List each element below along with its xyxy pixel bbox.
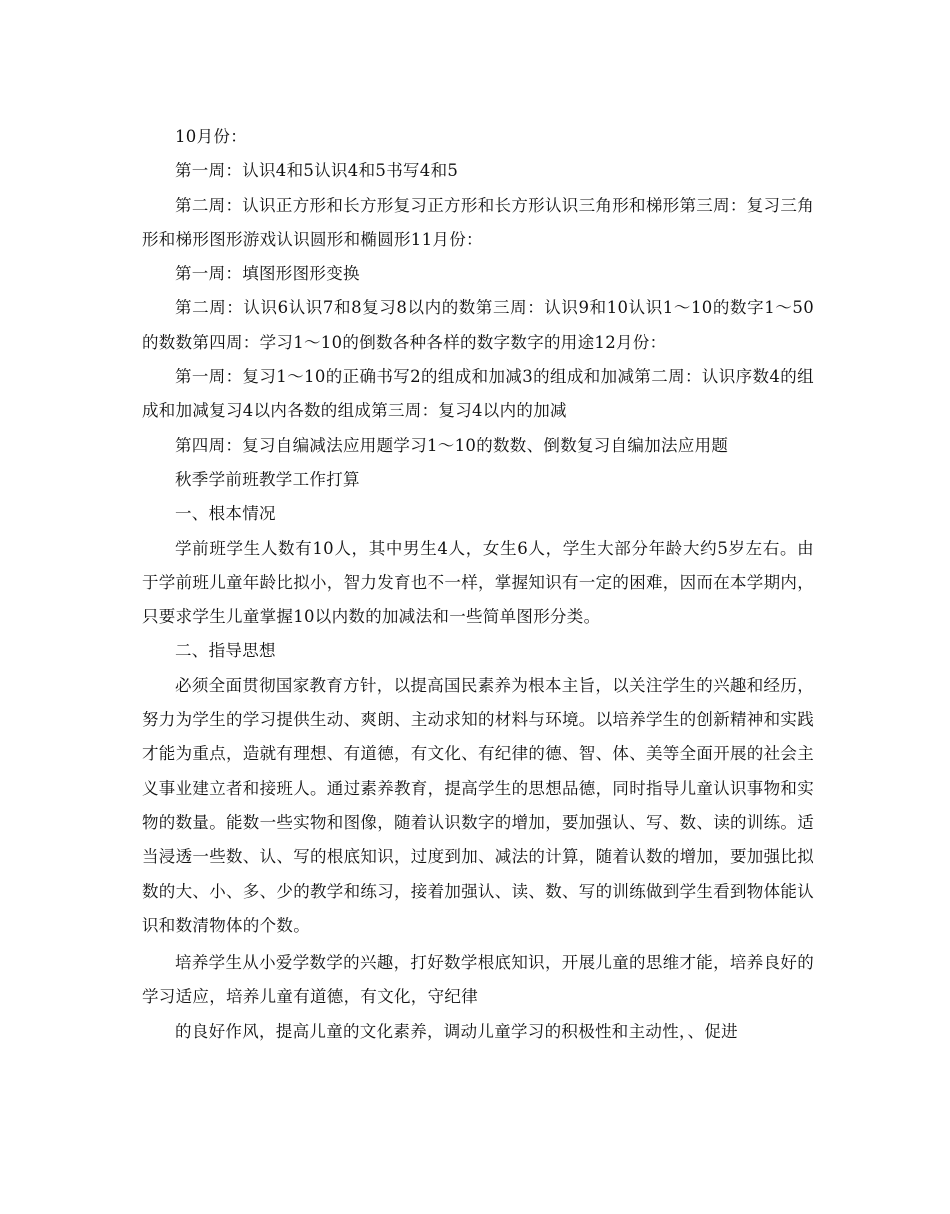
paragraph-continued: 的良好作风，提高儿童的文化素养，调动儿童学习的积极性和主动性，、促进 bbox=[175, 1021, 738, 1041]
paragraph-december-week-4: 第四周：复习自编减法应用题学习1～10的数数、倒数复习自编加法应用题 bbox=[175, 435, 729, 455]
section-title: 秋季学前班教学工作打算 bbox=[175, 469, 360, 489]
paragraph-november-week-1: 第一周：填图形图形变换 bbox=[175, 264, 360, 284]
heading-basic-situation: 一、根本情况 bbox=[175, 504, 276, 524]
paragraph-november-week-2: 第二周：认识6认识7和8复习8以内的数第三周：认识9和10认识1～10的数字1～50的数数第四周：学习1～10的倒数各种各样的数字数字的用途12月份： bbox=[142, 298, 814, 352]
paragraph-week-2: 第二周：认识正方形和长方形复习正方形和长方形认识三角形和梯形第三周：复习三角形和梯形图形游戏认识圆形和椭圆形11月份： bbox=[142, 195, 814, 249]
paragraph-october-heading: 10月份： bbox=[175, 127, 247, 146]
paragraph-week-1: 第一周：认识4和5认识4和5书写4和5 bbox=[175, 161, 459, 181]
paragraph-cultivate-interest: 培养学生从小爱学数学的兴趣，打好数学根底知识，开展儿童的思维才能，培养良好的学习适应，培养儿童有道德，有文化，守纪律 bbox=[142, 953, 814, 1007]
paragraph-guiding-ideology: 必须全面贯彻国家教育方针，以提高国民素养为根本主旨，以关注学生的兴趣和经历，努力为学生的学习提供生动、爽朗、主动求知的材料与环境。以培养学生的创新精神和实践才能为重点，造就有理想、有道德，有文化、有纪律的德、智、体、美等全面开展的社会主义事业建立者和接班人。通过素养教育，提高学生的思想品德，同时指导儿童认识事物和实物的数量。能数一些实物和图像，随着认识数字的增加，要加强认、写、数、读的训练。适当浸透一些数、认、写的根底知识，过度到加、减法的计算，随着认数的增加，要加强比拟数的大、小、多、少的教学和练习，接着加强认、读、数、写的训练做到学生看到物体能认识和数清物体的个数。 bbox=[142, 675, 814, 935]
paragraph-basic-situation: 学前班学生人数有10人，其中男生4人，女生6人，学生大部分年龄大约5岁左右。由于学前班儿童年龄比拟小，智力发育也不一样，掌握知识有一定的困难，因而在本学期内，只要求学生儿童掌握10以内数的加减法和一些简单图形分类。 bbox=[142, 538, 814, 627]
heading-guiding-ideology: 二、指导思想 bbox=[175, 641, 276, 661]
document-body bbox=[142, 120, 814, 1049]
paragraph-december-week-1: 第一周：复习1～10的正确书写2的组成和加减3的组成和加减第二周：认识序数4的组成和加减复习4以内各数的组成第三周：复习4以内的加减 bbox=[142, 367, 814, 421]
